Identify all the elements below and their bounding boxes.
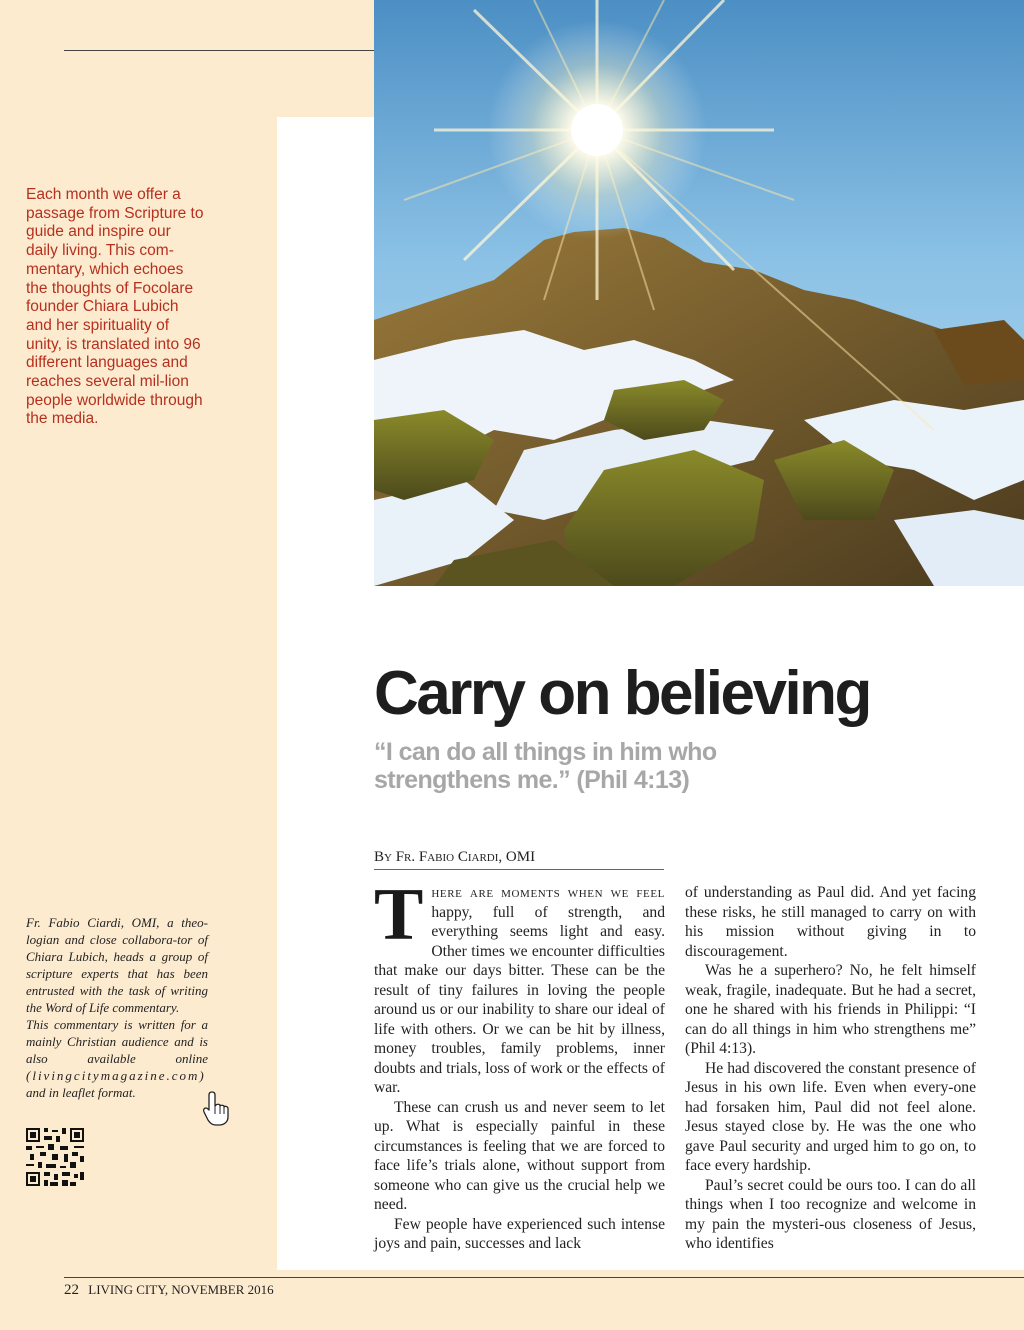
paragraph-1	[374, 874, 665, 1098]
paragraph-2: These can crush us and never seem to let up. What is especially painful in these circumstances is feeling that we are forced to face life’s trials alone, without support from someone who can give us the crucial help we need.	[374, 1098, 665, 1213]
page-number: 22	[64, 1282, 79, 1298]
article-subtitle: “I can do all things in him who strengthens me.” (Phil 4:13)	[374, 738, 717, 794]
paragraph-5: Was he a superhero? No, he felt himself weak, fragile, inadequate. But he had a secret, one he shared with his friends in Philippi: “I can do all things in him who strengthens me” (Phil 4:13).	[685, 962, 976, 1057]
publication-line: LIVING CITY, NOVEMBER 2016	[88, 1282, 274, 1297]
paragraph-6: He had discovered the constant presence of Jesus in his own life. Even when every-one had forsaken him, Paul did not feel alone. Jesus stayed close by. He was the one who gave Paul security and urged him to go on, to face every hardship.	[685, 1059, 976, 1174]
article-title: Carry on believing	[374, 659, 870, 728]
hand-pointer-icon[interactable]	[202, 1090, 232, 1126]
article-column-2	[685, 883, 976, 1254]
author-note-bio: Fr. Fabio Ciardi, OMI, a theo-logian and close collabora-tor of Chiara Lubich, heads a group of scripture experts that has been entrusted with the task of writing the Word of Life commentary.	[26, 915, 208, 1015]
website-link[interactable]: (livingcitymagazine.com)	[26, 1068, 206, 1083]
drop-cap: T	[374, 874, 424, 956]
article-column-1	[374, 874, 665, 1254]
bottom-rule	[64, 1277, 1024, 1278]
paragraph-4: of understanding as Paul did. And yet facing these risks, he still managed to carry on with his mission without giving in to discouragement.	[685, 884, 976, 960]
paragraph-1-text: happy, full of strength, and everything seems light and easy. Other times we encounter difficulties that make our days bitter. These can be the result of tiny failures in loving the people around us or our inability to share our ideal of life with others. Or we can be hit by illness, money troubles, family problems, inner doubts and trials, loss of work or the effects of war.	[374, 903, 665, 1096]
lead-in: here are moments when we feel	[431, 884, 665, 901]
byline	[374, 849, 664, 870]
paragraph-3: Few people have experienced such intense joys and pain, successes and lack	[374, 1215, 665, 1252]
author-note	[26, 914, 208, 1101]
hero-photo	[374, 0, 1024, 586]
intro-blurb: Each month we offer a passage from Scripture to guide and inspire our daily living. This com-mentary, which echoes the thoughts of Focolare founder Chiara Lubich and her spirituality of unity, is translated into 96 different languages and reaches several mil-lion people worldwide through the media.	[26, 186, 204, 428]
byline-author: Fr. Fabio Ciardi, OMI	[395, 849, 536, 865]
paragraph-7: Paul’s secret could be ours too. I can do all things when I too recognize and welcome in my pain the mysteri-ous closeness of Jesus, who identifies	[685, 1176, 976, 1252]
byline-prefix: By	[374, 849, 392, 865]
qr-code-icon[interactable]	[26, 1128, 84, 1186]
page-footer	[64, 1282, 274, 1299]
author-note-leaflet: and in leaflet format.	[26, 1085, 136, 1100]
top-rule	[64, 50, 376, 51]
author-note-availability: This commentary is written for a mainly Christian audience and is also available online	[26, 1017, 208, 1066]
